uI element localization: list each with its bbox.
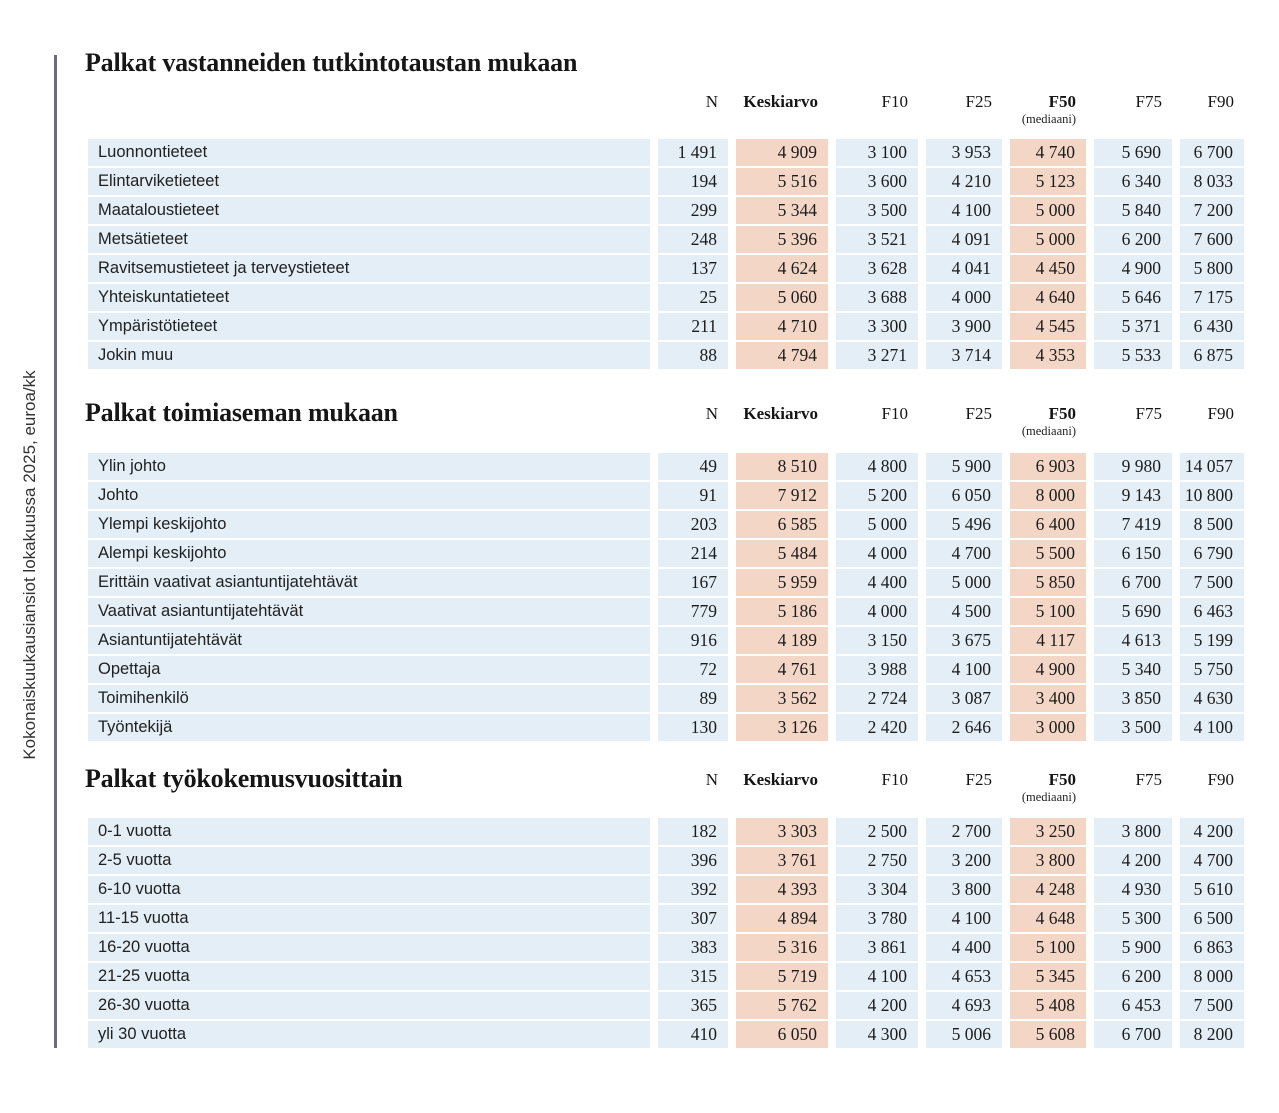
col-header-f75: F75 bbox=[1135, 92, 1162, 111]
table-row bbox=[88, 226, 1244, 253]
row-label: Jokin muu bbox=[88, 342, 650, 369]
cell-f10: 4 200 bbox=[836, 992, 918, 1019]
cell-mean: 3 303 bbox=[736, 818, 828, 845]
cell-f50: 3 800 bbox=[1010, 847, 1086, 874]
col-header-f10: F10 bbox=[881, 404, 908, 423]
col-header-keskiarvo: Keskiarvo bbox=[743, 770, 818, 789]
cell-mean: 4 624 bbox=[736, 255, 828, 282]
col-header-f75: F75 bbox=[1135, 770, 1162, 789]
cell-n: 211 bbox=[658, 313, 728, 340]
col-header-f50-sub: (mediaani) bbox=[1021, 112, 1076, 126]
cell-f90: 4 630 bbox=[1180, 685, 1244, 712]
cell-f50: 4 740 bbox=[1010, 139, 1086, 166]
table-row bbox=[88, 453, 1244, 480]
cell-n: 203 bbox=[658, 511, 728, 538]
row-label: Vaativat asiantuntijatehtävät bbox=[88, 598, 650, 625]
cell-f75: 3 850 bbox=[1094, 685, 1172, 712]
cell-f50: 4 545 bbox=[1010, 313, 1086, 340]
cell-f75: 3 800 bbox=[1094, 818, 1172, 845]
cell-f25: 3 900 bbox=[926, 313, 1002, 340]
cell-f90: 14 057 bbox=[1180, 453, 1244, 480]
cell-f75: 5 690 bbox=[1094, 139, 1172, 166]
table-header-toimiasema bbox=[88, 404, 1244, 440]
cell-f90: 8 200 bbox=[1180, 1021, 1244, 1048]
cell-n: 88 bbox=[658, 342, 728, 369]
cell-f50: 5 123 bbox=[1010, 168, 1086, 195]
cell-f90: 6 500 bbox=[1180, 905, 1244, 932]
cell-mean: 4 894 bbox=[736, 905, 828, 932]
cell-f90: 8 033 bbox=[1180, 168, 1244, 195]
col-header-f50 bbox=[1010, 770, 1086, 806]
table-row bbox=[88, 656, 1244, 683]
cell-n: 214 bbox=[658, 540, 728, 567]
row-label: Ympäristötieteet bbox=[88, 313, 650, 340]
cell-f75: 5 646 bbox=[1094, 284, 1172, 311]
table-row bbox=[88, 168, 1244, 195]
row-label: Luonnontieteet bbox=[88, 139, 650, 166]
table-row bbox=[88, 876, 1244, 903]
cell-f75: 5 533 bbox=[1094, 342, 1172, 369]
cell-f75: 6 200 bbox=[1094, 963, 1172, 990]
cell-n: 410 bbox=[658, 1021, 728, 1048]
cell-f75: 5 340 bbox=[1094, 656, 1172, 683]
cell-f90: 4 100 bbox=[1180, 714, 1244, 741]
cell-f50: 4 353 bbox=[1010, 342, 1086, 369]
cell-n: 248 bbox=[658, 226, 728, 253]
cell-f10: 3 300 bbox=[836, 313, 918, 340]
cell-f10: 3 628 bbox=[836, 255, 918, 282]
cell-f10: 2 420 bbox=[836, 714, 918, 741]
cell-f90: 5 610 bbox=[1180, 876, 1244, 903]
table-row bbox=[88, 197, 1244, 224]
row-label: Opettaja bbox=[88, 656, 650, 683]
cell-mean: 5 060 bbox=[736, 284, 828, 311]
cell-f10: 3 271 bbox=[836, 342, 918, 369]
row-label: 11-15 vuotta bbox=[88, 905, 650, 932]
cell-f10: 2 724 bbox=[836, 685, 918, 712]
cell-n: 383 bbox=[658, 934, 728, 961]
header-spacer bbox=[88, 770, 650, 806]
cell-n: 25 bbox=[658, 284, 728, 311]
table-row bbox=[88, 342, 1244, 369]
cell-f90: 7 500 bbox=[1180, 992, 1244, 1019]
cell-f90: 7 200 bbox=[1180, 197, 1244, 224]
cell-f75: 4 200 bbox=[1094, 847, 1172, 874]
cell-f10: 3 861 bbox=[836, 934, 918, 961]
cell-n: 396 bbox=[658, 847, 728, 874]
cell-f10: 3 988 bbox=[836, 656, 918, 683]
cell-mean: 3 562 bbox=[736, 685, 828, 712]
cell-f25: 4 500 bbox=[926, 598, 1002, 625]
cell-f10: 2 750 bbox=[836, 847, 918, 874]
cell-f10: 3 688 bbox=[836, 284, 918, 311]
cell-f50: 4 640 bbox=[1010, 284, 1086, 311]
cell-n: 779 bbox=[658, 598, 728, 625]
col-header-f25: F25 bbox=[965, 92, 992, 111]
cell-f10: 4 000 bbox=[836, 540, 918, 567]
cell-f10: 3 521 bbox=[836, 226, 918, 253]
cell-f10: 5 200 bbox=[836, 482, 918, 509]
header-spacer bbox=[88, 404, 650, 440]
cell-f25: 3 200 bbox=[926, 847, 1002, 874]
cell-f50: 6 400 bbox=[1010, 511, 1086, 538]
col-header-f90: F90 bbox=[1207, 404, 1234, 423]
cell-f75: 6 150 bbox=[1094, 540, 1172, 567]
cell-f50: 5 000 bbox=[1010, 226, 1086, 253]
cell-f75: 5 690 bbox=[1094, 598, 1172, 625]
col-header-f90: F90 bbox=[1207, 770, 1234, 789]
cell-f50: 6 903 bbox=[1010, 453, 1086, 480]
cell-f90: 5 750 bbox=[1180, 656, 1244, 683]
cell-n: 392 bbox=[658, 876, 728, 903]
row-label: Asiantuntijatehtävät bbox=[88, 627, 650, 654]
cell-f25: 5 900 bbox=[926, 453, 1002, 480]
table-title-toimiasema: Palkat toimiaseman mukaan bbox=[85, 398, 398, 427]
table-title-tutkintotausta: Palkat vastanneiden tutkintotaustan mukaan bbox=[85, 48, 578, 77]
cell-f75: 5 371 bbox=[1094, 313, 1172, 340]
cell-f25: 2 700 bbox=[926, 818, 1002, 845]
cell-f10: 4 000 bbox=[836, 598, 918, 625]
cell-f10: 3 304 bbox=[836, 876, 918, 903]
row-label: 0-1 vuotta bbox=[88, 818, 650, 845]
cell-f90: 5 199 bbox=[1180, 627, 1244, 654]
cell-f25: 4 100 bbox=[926, 197, 1002, 224]
cell-f50: 5 000 bbox=[1010, 197, 1086, 224]
cell-f25: 4 210 bbox=[926, 168, 1002, 195]
col-header-f50-sub: (mediaani) bbox=[1021, 424, 1076, 438]
cell-mean: 8 510 bbox=[736, 453, 828, 480]
table-row bbox=[88, 934, 1244, 961]
row-label: 6-10 vuotta bbox=[88, 876, 650, 903]
cell-f75: 5 840 bbox=[1094, 197, 1172, 224]
cell-f90: 6 700 bbox=[1180, 139, 1244, 166]
row-label: Elintarviketieteet bbox=[88, 168, 650, 195]
table-row bbox=[88, 255, 1244, 282]
table-row bbox=[88, 963, 1244, 990]
cell-n: 49 bbox=[658, 453, 728, 480]
table-row bbox=[88, 511, 1244, 538]
cell-mean: 6 050 bbox=[736, 1021, 828, 1048]
table-row bbox=[88, 540, 1244, 567]
row-label: Työntekijä bbox=[88, 714, 650, 741]
cell-f50: 8 000 bbox=[1010, 482, 1086, 509]
cell-f90: 10 800 bbox=[1180, 482, 1244, 509]
cell-mean: 5 186 bbox=[736, 598, 828, 625]
cell-f75: 4 930 bbox=[1094, 876, 1172, 903]
table-row bbox=[88, 569, 1244, 596]
col-header-keskiarvo: Keskiarvo bbox=[743, 92, 818, 111]
cell-n: 1 491 bbox=[658, 139, 728, 166]
table-row bbox=[88, 714, 1244, 741]
cell-f90: 5 800 bbox=[1180, 255, 1244, 282]
cell-f90: 7 600 bbox=[1180, 226, 1244, 253]
cell-mean: 5 484 bbox=[736, 540, 828, 567]
cell-f90: 6 430 bbox=[1180, 313, 1244, 340]
row-label: 2-5 vuotta bbox=[88, 847, 650, 874]
row-label: Yhteiskuntatieteet bbox=[88, 284, 650, 311]
table-header-tutkintotausta bbox=[88, 92, 1244, 128]
cell-n: 299 bbox=[658, 197, 728, 224]
table-row bbox=[88, 685, 1244, 712]
row-label: Ravitsemustieteet ja terveystieteet bbox=[88, 255, 650, 282]
cell-n: 315 bbox=[658, 963, 728, 990]
cell-f90: 7 500 bbox=[1180, 569, 1244, 596]
cell-mean: 3 761 bbox=[736, 847, 828, 874]
cell-f25: 3 714 bbox=[926, 342, 1002, 369]
cell-f25: 4 041 bbox=[926, 255, 1002, 282]
cell-f10: 4 300 bbox=[836, 1021, 918, 1048]
cell-mean: 5 344 bbox=[736, 197, 828, 224]
table-row bbox=[88, 482, 1244, 509]
cell-f75: 9 143 bbox=[1094, 482, 1172, 509]
cell-f25: 3 087 bbox=[926, 685, 1002, 712]
cell-f25: 4 693 bbox=[926, 992, 1002, 1019]
cell-f25: 3 953 bbox=[926, 139, 1002, 166]
row-label: 26-30 vuotta bbox=[88, 992, 650, 1019]
row-label: Ylempi keskijohto bbox=[88, 511, 650, 538]
cell-mean: 3 126 bbox=[736, 714, 828, 741]
cell-n: 167 bbox=[658, 569, 728, 596]
cell-mean: 4 794 bbox=[736, 342, 828, 369]
cell-f90: 6 863 bbox=[1180, 934, 1244, 961]
vertical-divider-line bbox=[54, 55, 57, 1048]
table-row bbox=[88, 598, 1244, 625]
table-title-tyokokemus: Palkat työkokemusvuosittain bbox=[85, 764, 403, 793]
cell-n: 130 bbox=[658, 714, 728, 741]
table-row bbox=[88, 627, 1244, 654]
cell-f25: 6 050 bbox=[926, 482, 1002, 509]
cell-f75: 6 340 bbox=[1094, 168, 1172, 195]
cell-f75: 6 700 bbox=[1094, 1021, 1172, 1048]
cell-n: 72 bbox=[658, 656, 728, 683]
cell-f75: 9 980 bbox=[1094, 453, 1172, 480]
cell-mean: 4 189 bbox=[736, 627, 828, 654]
row-label: Maataloustieteet bbox=[88, 197, 650, 224]
col-header-f50 bbox=[1010, 92, 1086, 128]
cell-f50: 5 850 bbox=[1010, 569, 1086, 596]
table-row bbox=[88, 818, 1244, 845]
cell-f90: 6 875 bbox=[1180, 342, 1244, 369]
col-header-f10: F10 bbox=[881, 92, 908, 111]
row-label: Johto bbox=[88, 482, 650, 509]
cell-f10: 3 150 bbox=[836, 627, 918, 654]
cell-f75: 6 453 bbox=[1094, 992, 1172, 1019]
cell-mean: 4 761 bbox=[736, 656, 828, 683]
cell-f90: 8 500 bbox=[1180, 511, 1244, 538]
cell-f50: 4 648 bbox=[1010, 905, 1086, 932]
cell-f10: 3 500 bbox=[836, 197, 918, 224]
cell-n: 365 bbox=[658, 992, 728, 1019]
cell-f75: 4 613 bbox=[1094, 627, 1172, 654]
table-row bbox=[88, 847, 1244, 874]
cell-f90: 7 175 bbox=[1180, 284, 1244, 311]
row-label: Erittäin vaativat asiantuntijatehtävät bbox=[88, 569, 650, 596]
cell-f50: 4 248 bbox=[1010, 876, 1086, 903]
cell-f75: 4 900 bbox=[1094, 255, 1172, 282]
cell-f25: 5 000 bbox=[926, 569, 1002, 596]
col-header-f50-sub: (mediaani) bbox=[1021, 790, 1076, 804]
cell-f10: 4 100 bbox=[836, 963, 918, 990]
table-row bbox=[88, 905, 1244, 932]
cell-f25: 4 400 bbox=[926, 934, 1002, 961]
cell-f75: 3 500 bbox=[1094, 714, 1172, 741]
cell-f50: 3 250 bbox=[1010, 818, 1086, 845]
cell-f25: 5 006 bbox=[926, 1021, 1002, 1048]
cell-f25: 4 091 bbox=[926, 226, 1002, 253]
cell-mean: 4 710 bbox=[736, 313, 828, 340]
col-header-keskiarvo: Keskiarvo bbox=[743, 404, 818, 423]
cell-f90: 4 200 bbox=[1180, 818, 1244, 845]
cell-f50: 4 117 bbox=[1010, 627, 1086, 654]
cell-f10: 3 600 bbox=[836, 168, 918, 195]
cell-f50: 4 900 bbox=[1010, 656, 1086, 683]
cell-f50: 5 100 bbox=[1010, 598, 1086, 625]
cell-f50: 3 400 bbox=[1010, 685, 1086, 712]
table-row bbox=[88, 1021, 1244, 1048]
cell-f75: 6 700 bbox=[1094, 569, 1172, 596]
cell-f90: 6 463 bbox=[1180, 598, 1244, 625]
cell-f75: 5 300 bbox=[1094, 905, 1172, 932]
cell-n: 91 bbox=[658, 482, 728, 509]
cell-mean: 5 396 bbox=[736, 226, 828, 253]
cell-n: 89 bbox=[658, 685, 728, 712]
cell-f75: 6 200 bbox=[1094, 226, 1172, 253]
table-row bbox=[88, 139, 1244, 166]
row-label: Ylin johto bbox=[88, 453, 650, 480]
cell-f10: 5 000 bbox=[836, 511, 918, 538]
cell-mean: 5 762 bbox=[736, 992, 828, 1019]
cell-f90: 6 790 bbox=[1180, 540, 1244, 567]
row-label: 21-25 vuotta bbox=[88, 963, 650, 990]
table-row bbox=[88, 284, 1244, 311]
header-spacer bbox=[88, 92, 650, 128]
cell-mean: 4 393 bbox=[736, 876, 828, 903]
cell-mean: 5 516 bbox=[736, 168, 828, 195]
cell-f10: 3 780 bbox=[836, 905, 918, 932]
cell-f25: 2 646 bbox=[926, 714, 1002, 741]
cell-n: 307 bbox=[658, 905, 728, 932]
col-header-f90: F90 bbox=[1207, 92, 1234, 111]
cell-f50: 4 450 bbox=[1010, 255, 1086, 282]
cell-f50: 3 000 bbox=[1010, 714, 1086, 741]
col-header-f50-label: F50 bbox=[1048, 92, 1076, 111]
cell-f25: 3 800 bbox=[926, 876, 1002, 903]
table-row bbox=[88, 992, 1244, 1019]
row-label: Metsätieteet bbox=[88, 226, 650, 253]
cell-f75: 7 419 bbox=[1094, 511, 1172, 538]
cell-f10: 4 800 bbox=[836, 453, 918, 480]
col-header-n: N bbox=[705, 770, 718, 789]
cell-mean: 4 909 bbox=[736, 139, 828, 166]
cell-f50: 5 345 bbox=[1010, 963, 1086, 990]
cell-n: 182 bbox=[658, 818, 728, 845]
col-header-n: N bbox=[705, 92, 718, 111]
cell-n: 194 bbox=[658, 168, 728, 195]
cell-f50: 5 100 bbox=[1010, 934, 1086, 961]
col-header-f75: F75 bbox=[1135, 404, 1162, 423]
cell-f90: 8 000 bbox=[1180, 963, 1244, 990]
cell-mean: 7 912 bbox=[736, 482, 828, 509]
cell-f90: 4 700 bbox=[1180, 847, 1244, 874]
col-header-f50 bbox=[1010, 404, 1086, 440]
row-label: Alempi keskijohto bbox=[88, 540, 650, 567]
cell-f25: 4 700 bbox=[926, 540, 1002, 567]
cell-f10: 4 400 bbox=[836, 569, 918, 596]
col-header-f10: F10 bbox=[881, 770, 908, 789]
col-header-f25: F25 bbox=[965, 770, 992, 789]
table-rows-tutkintotausta bbox=[88, 139, 1244, 371]
cell-mean: 5 719 bbox=[736, 963, 828, 990]
cell-n: 916 bbox=[658, 627, 728, 654]
col-header-f50-label: F50 bbox=[1048, 770, 1076, 789]
cell-f25: 4 100 bbox=[926, 905, 1002, 932]
col-header-f25: F25 bbox=[965, 404, 992, 423]
cell-f25: 4 100 bbox=[926, 656, 1002, 683]
cell-f50: 5 608 bbox=[1010, 1021, 1086, 1048]
cell-n: 137 bbox=[658, 255, 728, 282]
cell-f25: 4 653 bbox=[926, 963, 1002, 990]
cell-mean: 6 585 bbox=[736, 511, 828, 538]
col-header-f50-label: F50 bbox=[1048, 404, 1076, 423]
row-label: 16-20 vuotta bbox=[88, 934, 650, 961]
table-rows-toimiasema bbox=[88, 453, 1244, 743]
sidebar-vertical-caption: Kokonaiskuukausiansiot lokakuussa 2025, euroa/kk bbox=[20, 370, 39, 760]
cell-f50: 5 408 bbox=[1010, 992, 1086, 1019]
table-header-tyokokemus bbox=[88, 770, 1244, 806]
row-label: Toimihenkilö bbox=[88, 685, 650, 712]
col-header-n: N bbox=[705, 404, 718, 423]
cell-f10: 3 100 bbox=[836, 139, 918, 166]
row-label: yli 30 vuotta bbox=[88, 1021, 650, 1048]
cell-f75: 5 900 bbox=[1094, 934, 1172, 961]
cell-f25: 5 496 bbox=[926, 511, 1002, 538]
cell-f25: 4 000 bbox=[926, 284, 1002, 311]
cell-mean: 5 959 bbox=[736, 569, 828, 596]
table-row bbox=[88, 313, 1244, 340]
cell-f10: 2 500 bbox=[836, 818, 918, 845]
cell-f25: 3 675 bbox=[926, 627, 1002, 654]
table-rows-tyokokemus bbox=[88, 818, 1244, 1050]
cell-mean: 5 316 bbox=[736, 934, 828, 961]
cell-f50: 5 500 bbox=[1010, 540, 1086, 567]
